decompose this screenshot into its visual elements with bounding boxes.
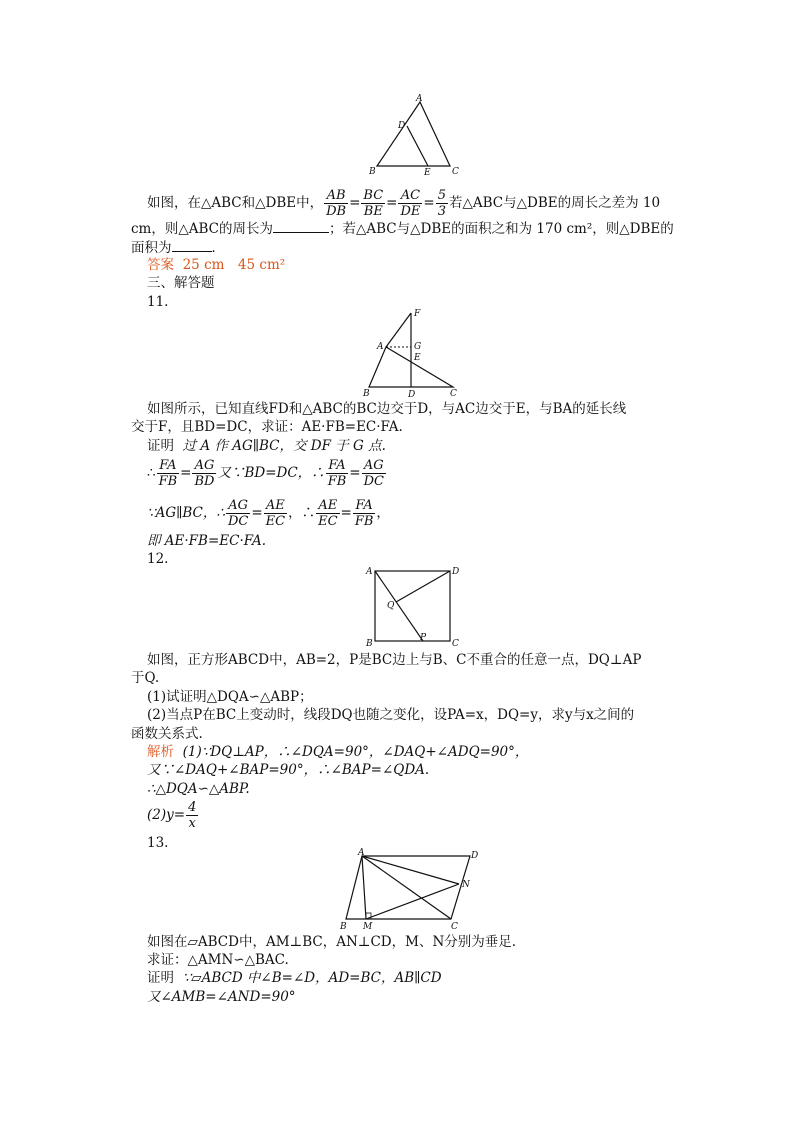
label-E: E xyxy=(424,168,431,176)
triangle-figure-p10 xyxy=(368,94,468,176)
p10-frac-ac-de: $\frac{AC}{DE}$ xyxy=(400,188,421,219)
p10-line3-end: ． xyxy=(211,240,225,256)
frac-ag-dc: $\frac{AG}{DC}$ xyxy=(363,458,384,489)
answer-label: 答案 xyxy=(147,257,174,273)
p12-sol1-line1: (1)∵DQ⊥AP，∴∠DQA=90°，∠DAQ+∠ADQ=90°， xyxy=(182,744,529,760)
parallelogram-abcd-diagram xyxy=(338,847,483,932)
p10-text-before: 如图，在△ABC和△DBE中， xyxy=(147,195,324,211)
p12-solution-2: 又∵∠DAQ+∠BAP=90°，∴∠BAP=∠QDA. xyxy=(147,762,430,778)
p12-line2: 于Q. xyxy=(131,670,160,686)
parallelogram-figure-p13 xyxy=(338,847,483,932)
label-F: F xyxy=(414,309,421,319)
p12-q2-line2: 函数关系式. xyxy=(131,726,203,742)
p12-solution-4: (2)y= $\frac{4}{x}$ xyxy=(147,800,197,831)
p11-number: 11. xyxy=(147,294,169,310)
p10-frac-ab-db: $\frac{AB}{DB}$ xyxy=(326,188,347,219)
label-A: A xyxy=(358,848,365,858)
frac-ag-bd: $\frac{AG}{BD}$ xyxy=(194,458,215,489)
frac-ae-ec-2: $\frac{AE}{EC}$ xyxy=(318,498,338,529)
p13-number: 13. xyxy=(147,835,169,851)
label-C: C xyxy=(452,639,459,647)
p11-line2: 交于F，且BD=DC，求证：AE·FB=EC·FA. xyxy=(131,419,403,435)
label-B: B xyxy=(366,639,373,647)
p10-line2-a: cm，则△ABC的周长为 xyxy=(131,221,273,237)
p10-line1: 如图，在△ABC和△DBE中， $\frac{AB}{DB}$ = $\frac{BC}{BE}$ = $\frac{AC}{DE}$ = $\frac{5}{3}$ 若△ABC与△DBE的周长之差为 10 xyxy=(147,188,661,219)
p10-line3-text: 面积为 xyxy=(131,240,172,256)
frac-fa-fb: $\frac{FA}{FB}$ xyxy=(158,458,178,489)
label-M: M xyxy=(363,922,373,932)
square-abcd-diagram xyxy=(365,565,461,647)
p10-line2-b: ；若△ABC与△DBE的面积之和为 170 cm²，则△DBE的 xyxy=(329,221,674,237)
p10-blank-2 xyxy=(172,238,212,252)
p13-line2: 求证：△AMN∽△BAC. xyxy=(147,952,289,968)
label-E: E xyxy=(414,353,421,363)
transversal-diagram xyxy=(362,309,462,399)
p13-proof-1-text: ∵▱ABCD 中∠B=∠D，AD=BC，AB∥CD xyxy=(182,970,442,986)
p12-line1: 如图，正方形ABCD中，AB=2，P是BC边上与B、C不重合的任意一点，DQ⊥AP xyxy=(147,652,642,668)
label-G: G xyxy=(414,342,422,352)
frac-ag-dc-2: $\frac{AG}{DC}$ xyxy=(227,498,249,529)
label-A: A xyxy=(366,567,373,577)
proof-label: 证明 xyxy=(147,438,174,454)
label-A: A xyxy=(377,342,384,352)
p12-q2-line1: (2)当点P在BC上变动时，线段DQ也随之变化，设PA=x，DQ=y，求y与x之间的 xyxy=(147,707,635,723)
label-C: C xyxy=(451,922,458,932)
p10-answer xyxy=(147,256,285,274)
p11-proof-2: ∴ $\frac{FA}{FB}$ = $\frac{AG}{BD}$ 又∵BD=DC，∴ $\frac{FA}{FB}$ = $\frac{AG}{DC}$ xyxy=(147,458,384,489)
p11-proof-3: ∵AG∥BC，∴ $\frac{AG}{DC}$ = $\frac{AE}{EC}$ ，∴ $\frac{AE}{EC}$ = $\frac{FA}{FB}$ ， xyxy=(147,498,390,529)
proof-label: 证明 xyxy=(147,970,174,986)
p12-solution-3: ∴△DQA∽△ABP. xyxy=(147,781,250,797)
label-D: D xyxy=(471,851,479,861)
p11-proof-4: 即 AE·FB=EC·FA. xyxy=(147,533,266,549)
triangle-figure-p11 xyxy=(362,309,462,399)
p10-blank-1 xyxy=(273,219,329,233)
label-D: D xyxy=(408,390,416,399)
label-P: P xyxy=(420,633,427,643)
p10-line2 xyxy=(131,219,674,238)
section-heading-3: 三、解答题 xyxy=(147,275,215,291)
p10-line3 xyxy=(131,238,225,257)
p12-number: 12. xyxy=(147,551,169,567)
p10-frac-5-3: $\frac{5}{3}$ xyxy=(437,188,446,219)
p13-proof-1 xyxy=(147,969,442,987)
square-figure-p12 xyxy=(365,565,461,647)
label-Q: Q xyxy=(387,601,395,611)
label-C: C xyxy=(450,389,457,399)
frac-fa-fb-3: $\frac{FA}{FB}$ xyxy=(354,498,374,529)
label-D: D xyxy=(452,567,460,577)
p13-line1: 如图在▱ABCD中，AM⊥BC，AN⊥CD，M、N分别为垂足. xyxy=(147,934,517,950)
p11-proof-1 xyxy=(147,437,386,455)
p10-frac-bc-be: $\frac{BC}{BE}$ xyxy=(363,188,384,219)
label-B: B xyxy=(340,922,347,932)
label-D: D xyxy=(398,121,406,131)
p10-text-after: 若△ABC与△DBE的周长之差为 10 xyxy=(449,195,661,211)
label-B: B xyxy=(369,167,376,176)
p12-solution-1 xyxy=(147,743,528,761)
label-B: B xyxy=(363,389,370,399)
triangle-abc-dbe-diagram xyxy=(368,94,468,176)
frac-fa-fb-2: $\frac{FA}{FB}$ xyxy=(327,458,347,489)
label-N: N xyxy=(462,880,470,890)
frac-4-x: $\frac{4}{x}$ xyxy=(188,800,197,831)
p11-line1: 如图所示，已知直线FD和△ABC的BC边交于D，与AC边交于E，与BA的延长线 xyxy=(147,401,627,417)
p12-q1: (1)试证明△DQA∽△ABP； xyxy=(147,689,313,705)
p11-proof-1-text: 过 A 作 AG∥BC，交 DF 于 G 点. xyxy=(182,438,386,454)
p13-proof-2: 又∠AMB=∠AND=90° xyxy=(147,989,296,1005)
label-A: A xyxy=(416,94,423,104)
analysis-label: 解析 xyxy=(147,744,174,760)
frac-ae-ec: $\frac{AE}{EC}$ xyxy=(265,498,286,529)
answer-values: 25 cm 45 cm² xyxy=(182,257,286,273)
label-C: C xyxy=(452,167,459,176)
